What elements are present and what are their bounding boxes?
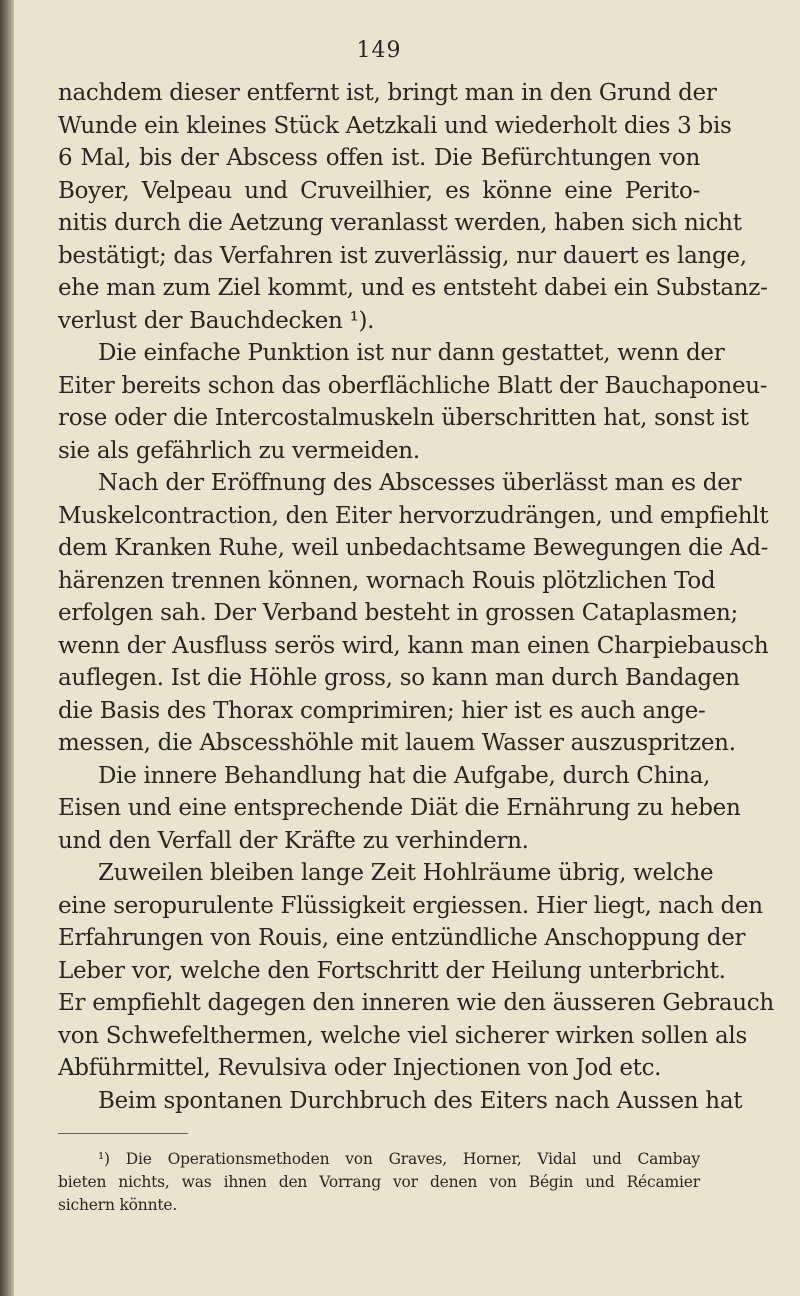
text-line: Beim spontanen Durchbruch des Eiters nach Aussen hat — [98, 1087, 743, 1114]
text-line: Abführmittel, Revulsiva oder Injectionen von Jod etc. — [58, 1055, 662, 1081]
text-line: Zuweilen bleiben lange Zeit Hohlräume übrig, welche — [98, 860, 714, 886]
book-spine-shadow — [0, 0, 14, 1296]
text-line: Wunde ein kleines Stück Aetzkali und wiederholt dies 3 bis — [58, 112, 732, 139]
text-line: von Schwefelthermen, welche viel sicherer wirken sollen als — [58, 1022, 747, 1049]
text-line: ehe man zum Ziel kommt, und es entsteht dabei ein Substanz- — [58, 275, 768, 301]
text-line: auflegen. Ist die Höhle gross, so kann man durch Bandagen — [58, 665, 740, 691]
text-line: verlust der Bauchdecken ¹). — [58, 307, 375, 334]
text-line: Eisen und eine entsprechende Diät die Ernährung zu heben — [58, 795, 741, 821]
footnote-rule — [58, 1133, 188, 1134]
text-line: Boyer, Velpeau und Cruveilhier, es könne eine Perito- — [58, 177, 700, 204]
text-line: Erfahrungen von Rouis, eine entzündliche Anschoppung der — [58, 925, 746, 951]
text-line: dem Kranken Ruhe, weil unbedachtsame Bewegungen die Ad- — [58, 535, 769, 561]
text-line: Muskelcontraction, den Eiter hervorzudrängen, und empfiehlt — [58, 502, 769, 529]
text-line: nitis durch die Aetzung veranlasst werden, haben sich nicht — [58, 210, 742, 236]
text-line: rose oder die Intercostalmuskeln überschritten hat, sonst ist — [58, 405, 749, 431]
text-line: erfolgen sah. Der Verband besteht in grossen Cataplasmen; — [58, 600, 738, 626]
text-line: Leber vor, welche den Fortschritt der Heilung unterbricht. — [58, 957, 726, 984]
text-line: messen, die Abscesshöhle mit lauem Wasser auszuspritzen. — [58, 730, 736, 756]
text-line: härenzen trennen können, wornach Rouis plötzlichen Tod — [58, 567, 716, 594]
text-line: und den Verfall der Kräfte zu verhindern. — [58, 827, 529, 854]
text-line: wenn der Ausfluss serös wird, kann man einen Charpiebausch — [58, 632, 769, 659]
footnote-line: bieten nichts, was ihnen den Vorrang vor denen von Bégin und Récamier — [58, 1173, 700, 1191]
text-line: 6 Mal, bis der Abscess offen ist. Die Befürchtungen von — [58, 145, 700, 171]
page-number: 149 — [356, 38, 402, 63]
text-line: Er empfiehlt dagegen den inneren wie den äusseren Gebrauch — [58, 990, 774, 1016]
text-line: nachdem dieser entfernt ist, bringt man in den Grund der — [58, 80, 717, 106]
text-line: Die innere Behandlung hat die Aufgabe, durch China, — [98, 762, 711, 789]
footnote-line: sichern könnte. — [58, 1196, 178, 1214]
text-line: eine seropurulente Flüssigkeit ergiessen. Hier liegt, nach den — [58, 892, 763, 919]
text-line: bestätigt; das Verfahren ist zuverlässig, nur dauert es lange, — [58, 242, 747, 269]
body-text — [58, 77, 774, 1117]
text-line: Die einfache Punktion ist nur dann gestattet, wenn der — [98, 340, 725, 366]
footnotes — [58, 1148, 700, 1217]
text-line: sie als gefährlich zu vermeiden. — [58, 437, 420, 464]
text-line: Eiter bereits schon das oberflächliche Blatt der Bauchaponeu- — [58, 372, 768, 399]
footnote-line: ¹) Die Operationsmethoden von Graves, Horner, Vidal und Cambay — [98, 1150, 700, 1168]
text-line: die Basis des Thorax comprimiren; hier ist es auch ange- — [58, 697, 706, 724]
text-line: Nach der Eröffnung des Abscesses überlässt man es der — [98, 470, 742, 496]
book-page — [58, 38, 774, 1217]
